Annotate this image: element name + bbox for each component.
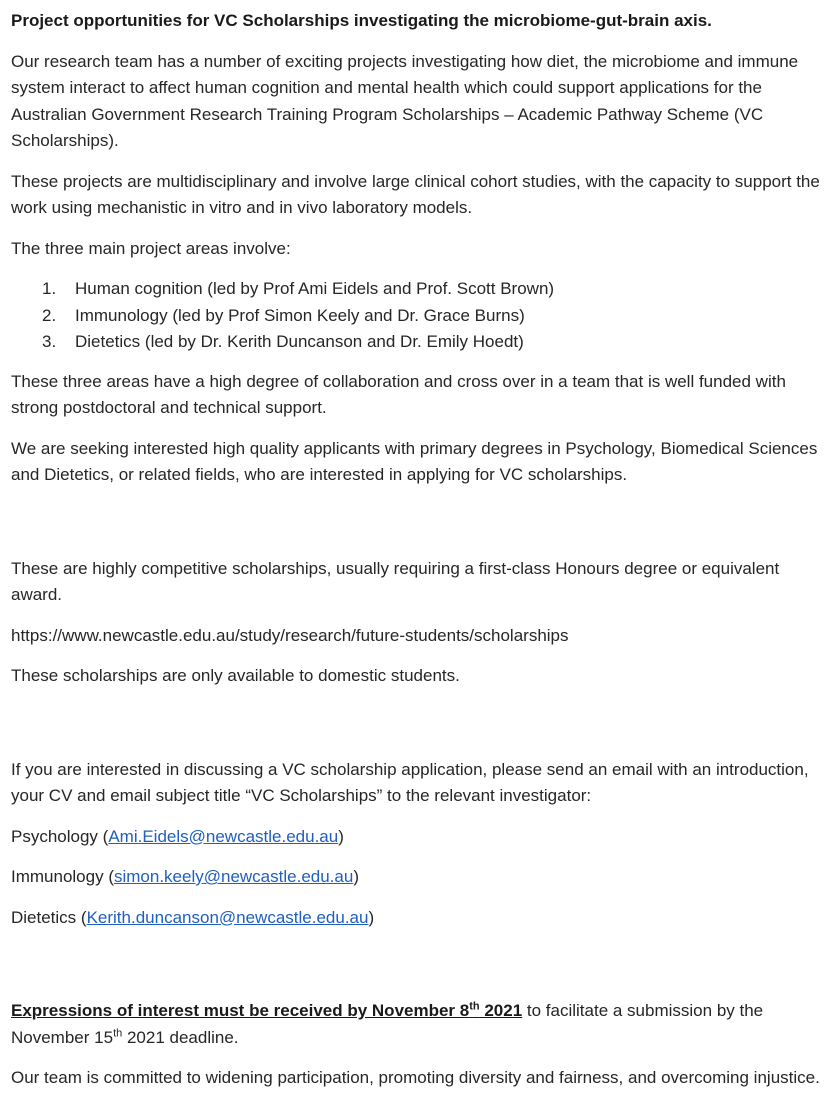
- immunology-email-link[interactable]: simon.keely@newcastle.edu.au: [113, 867, 354, 886]
- email-instructions-paragraph: If you are interested in discussing a VC scholarship application, please send an email with an introduction, your CV and email subject title “VC Scholarships” to the relevant investigator:: [11, 759, 809, 805]
- deadline-text: Expressions of interest must be received by November 8: [11, 1001, 470, 1020]
- submission-text: to facilitate a submission by the November 15: [11, 1001, 764, 1047]
- contact-label: Immunology (: [11, 867, 114, 886]
- contact-psychology: [11, 824, 825, 851]
- areas-intro-paragraph: The three main project areas involve:: [11, 238, 291, 258]
- ordinal-suffix: th: [113, 1026, 123, 1039]
- list-item-number: 2.: [42, 305, 57, 325]
- contact-close: ): [353, 867, 359, 886]
- list-item-number: 3.: [42, 332, 57, 351]
- contact-immunology: [11, 864, 825, 891]
- submission-deadline: 2021 deadline.: [122, 1027, 239, 1047]
- spacer: [11, 945, 825, 998]
- psychology-email-link[interactable]: Ami.Eidels@newcastle.edu.au: [108, 826, 339, 846]
- list-item: [11, 303, 825, 330]
- expressions-of-interest-paragraph: [11, 998, 825, 1051]
- deadline-year: 2021: [479, 1001, 523, 1020]
- project-areas-list: [11, 276, 825, 356]
- list-item-number: 1.: [42, 279, 57, 298]
- domestic-paragraph: These scholarships are only available to domestic students.: [11, 666, 460, 685]
- scholarship-url: https://www.newcastle.edu.au/study/research/future-students/scholarships: [11, 625, 569, 645]
- seeking-paragraph: We are seeking interested high quality applicants with primary degrees in Psychology, Biomedical Sciences and Dietetics, or related fields, who are interested in applying for VC scholarships.: [11, 438, 818, 484]
- contact-dietetics: [11, 905, 825, 932]
- list-item-text: Immunology (led by Prof Simon Keely and Dr. Grace Burns): [75, 305, 525, 325]
- contact-close: ): [368, 907, 375, 927]
- competitive-paragraph: These are highly competitive scholarships, usually requiring a first-class Honours degree or equivalent award.: [11, 558, 780, 604]
- dietetics-email-link[interactable]: Kerith.duncanson@newcastle.edu.au: [86, 907, 369, 927]
- contact-close: ): [338, 826, 344, 846]
- list-item: [11, 276, 825, 303]
- list-item-text: Dietetics (led by Dr. Kerith Duncanson and Dr. Emily Hoedt): [75, 332, 524, 351]
- list-item: [11, 329, 825, 356]
- multidisciplinary-paragraph: These projects are multidisciplinary and involve large clinical cohort studies, with the capacity to support the work using mechanistic in vitro and in vivo laboratory models.: [11, 171, 820, 217]
- spacer: [11, 503, 825, 556]
- ordinal-suffix: th: [469, 1000, 480, 1013]
- deadline-emphasis: [11, 1001, 522, 1020]
- page-title: Project opportunities for VC Scholarships investigating the microbiome-gut-brain axis.: [11, 11, 712, 30]
- intro-paragraph: Our research team has a number of exciting projects investigating how diet, the microbiome and immune system interact to affect human cognition and mental health which could support applications for the Australian Government Research Training Program Scholarships – Academic Pathway Scheme (VC Scholarships).: [11, 51, 799, 150]
- spacer: [11, 704, 825, 757]
- contact-label: Dietetics (: [11, 907, 87, 927]
- list-item-text: Human cognition (led by Prof Ami Eidels and Prof. Scott Brown): [75, 279, 555, 298]
- diversity-paragraph: Our team is committed to widening participation, promoting diversity and fairness, and overcoming injustice.: [11, 1068, 820, 1087]
- contact-label: Psychology (: [11, 826, 109, 846]
- collaboration-paragraph: These three areas have a high degree of collaboration and cross over in a team that is well funded with strong postdoctoral and technical support.: [11, 371, 786, 417]
